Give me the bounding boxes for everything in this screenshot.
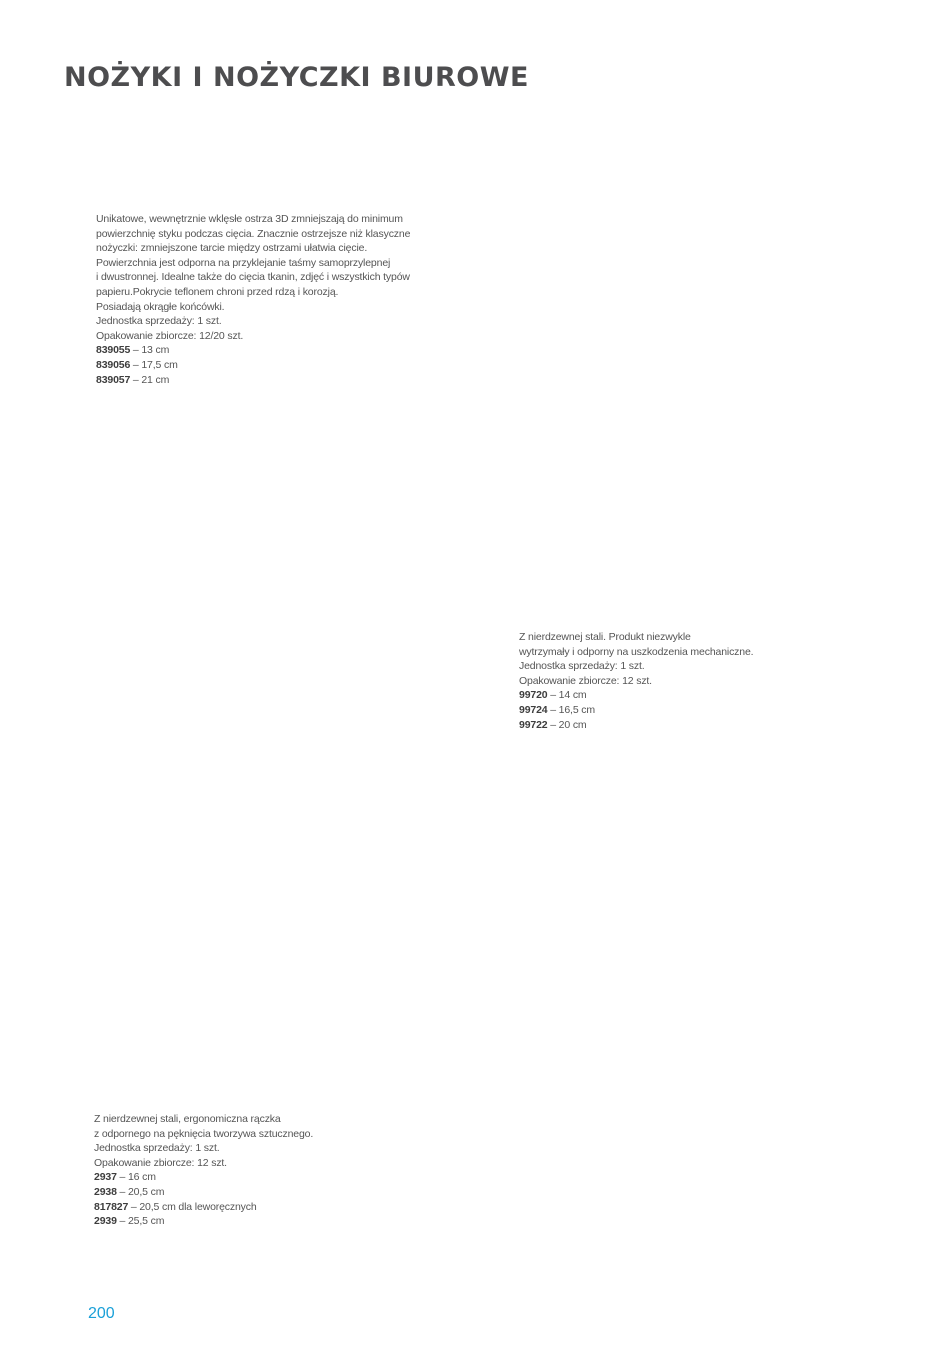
description-line: Unikatowe, wewnętrznie wklęsłe ostrza 3D zmniejszają do minimum: [96, 213, 403, 225]
variant-row: [94, 1214, 313, 1229]
description-line: Z nierdzewnej stali, ergonomiczna rączka: [94, 1113, 281, 1125]
description-line: Jednostka sprzedaży: 1 szt.: [94, 1142, 220, 1155]
variant-row: [94, 1185, 313, 1200]
variant-row: [96, 373, 410, 388]
description-line: powierzchnię styku podczas cięcia. Znacznie ostrzejsze niż klasyczne: [96, 227, 411, 240]
variant-row: [519, 718, 753, 733]
description-line: z odpornego na pęknięcia tworzywa sztucznego.: [94, 1127, 314, 1140]
variant-row: [94, 1200, 313, 1215]
description-line: i dwustronnej. Idealne także do cięcia tkanin, zdjęć i wszystkich typów: [96, 271, 410, 284]
product-code: 2939: [94, 1215, 117, 1228]
variant-row: [519, 703, 753, 718]
description-line: papieru.Pokrycie teflonem chroni przed rdzą i korozją.: [96, 285, 339, 298]
product-size: – 17,5 cm: [130, 358, 178, 371]
product-code: 2938: [94, 1185, 117, 1198]
page-number: 200: [88, 1305, 115, 1322]
product-code: 839057: [96, 373, 131, 386]
description-line: Opakowanie zbiorcze: 12 szt.: [519, 674, 652, 687]
variant-row: [519, 688, 753, 703]
variant-row: [96, 358, 410, 373]
variant-row: [96, 343, 410, 358]
product-size: – 13 cm: [130, 344, 170, 357]
description-line: Opakowanie zbiorcze: 12 szt.: [94, 1156, 227, 1169]
product-code: 99724: [519, 703, 548, 716]
product-size: – 16 cm: [116, 1171, 156, 1184]
product-code: 99722: [519, 718, 548, 731]
product-code: 817827: [94, 1200, 129, 1213]
description-line: Jednostka sprzedaży: 1 szt.: [519, 660, 645, 673]
product-description-block: [96, 212, 410, 387]
product-description-block: [519, 630, 753, 732]
product-code: 839055: [96, 344, 131, 357]
product-size: – 25,5 cm: [116, 1215, 165, 1228]
description-line: wytrzymały i odporny na uszkodzenia mechaniczne.: [519, 645, 754, 658]
description-line: nożyczki: zmniejszone tarcie między ostrzami ułatwia cięcie.: [96, 242, 368, 255]
product-size: – 20 cm: [547, 718, 587, 731]
description-line: Powierzchnia jest odporna na przyklejanie taśmy samoprzylepnej: [96, 256, 391, 269]
product-code: 839056: [96, 358, 131, 371]
description-line: Opakowanie zbiorcze: 12/20 szt.: [96, 329, 244, 342]
description-line: Jednostka sprzedaży: 1 szt.: [96, 315, 222, 328]
description-line: Z nierdzewnej stali. Produkt niezwykle: [519, 631, 691, 643]
product-size: – 20,5 cm: [116, 1185, 165, 1198]
description-line: Posiadają okrągłe końcówki.: [96, 300, 225, 313]
product-size: – 20,5 cm dla leworęcznych: [128, 1200, 257, 1213]
variant-row: [94, 1170, 313, 1185]
page-title: NOŻYKI I NOŻYCZKI BIUROWE: [64, 62, 529, 93]
product-size: – 16,5 cm: [547, 703, 595, 716]
product-code: 2937: [94, 1171, 117, 1184]
product-size: – 14 cm: [547, 689, 587, 702]
product-description-block: [94, 1112, 313, 1229]
product-size: – 21 cm: [130, 373, 170, 386]
product-code: 99720: [519, 689, 548, 702]
